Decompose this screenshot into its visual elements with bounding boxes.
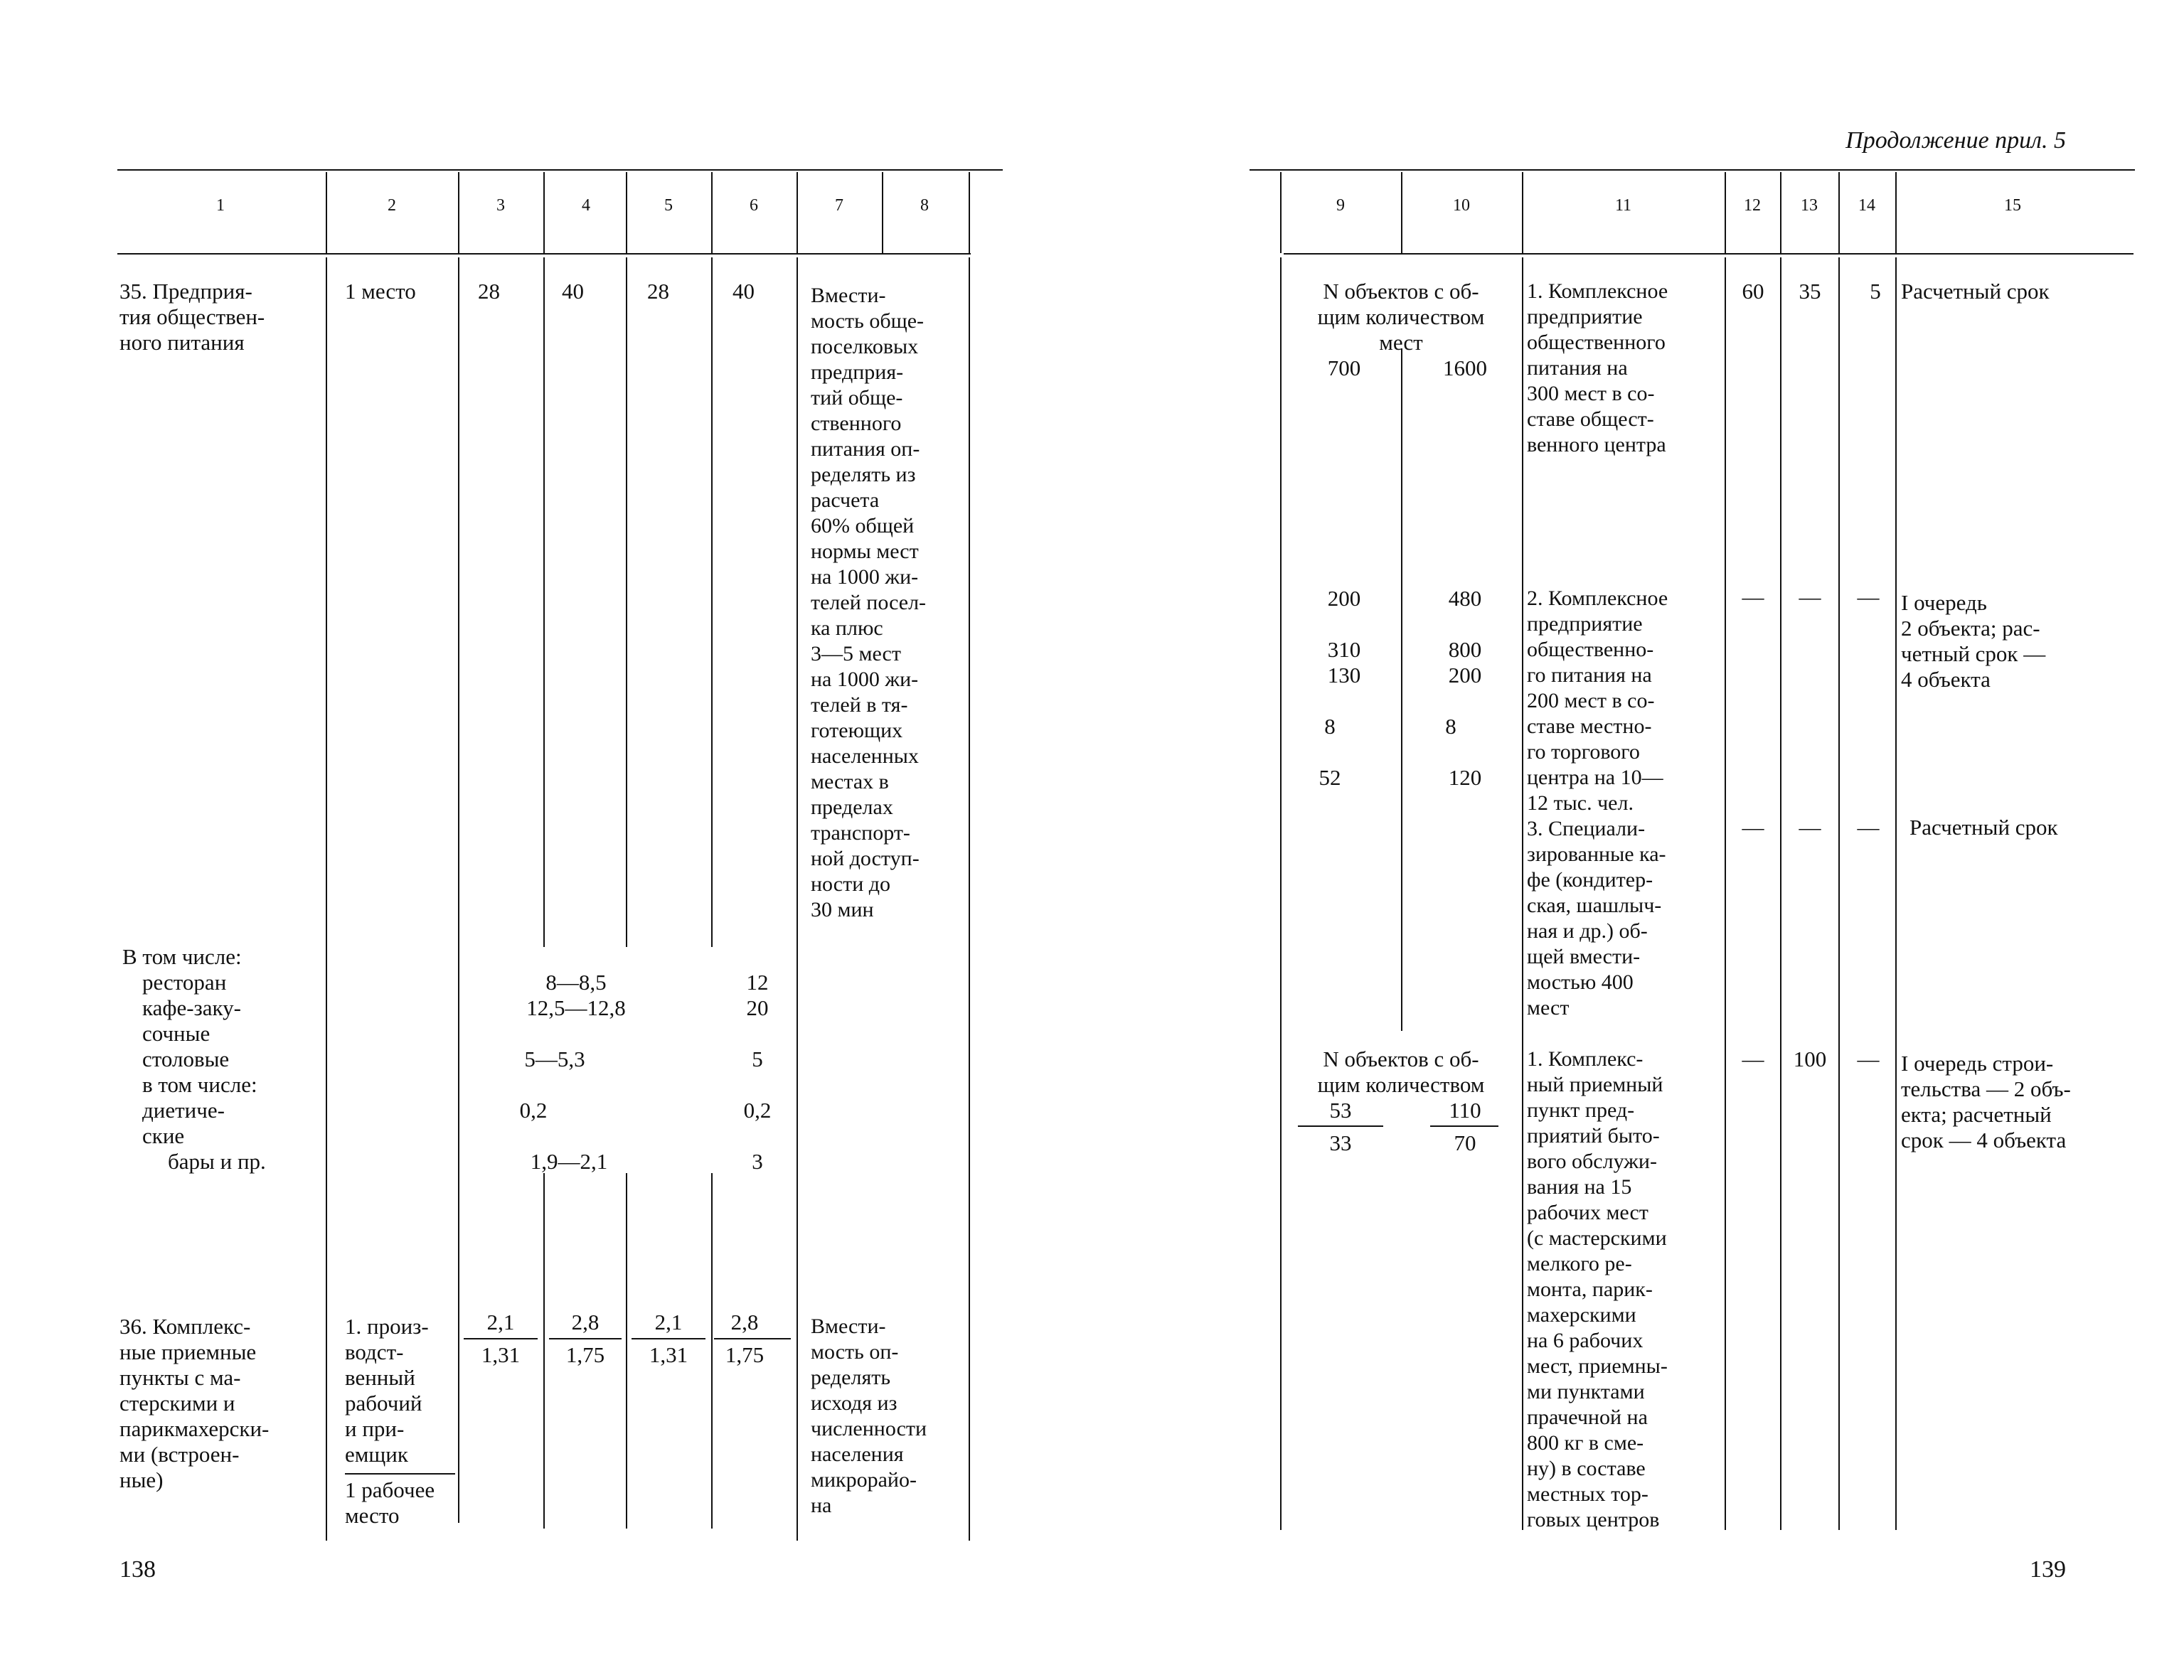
header-divider <box>458 172 459 253</box>
block1-heading: N объектов с об- щим количеством мест <box>1317 279 1485 355</box>
block2-c15: I очередь 2 объекта; рас- четный срок — 4 объекта <box>1901 590 2046 692</box>
header-bottom-rule <box>1284 253 2134 255</box>
block3-c11: 3. Специали- зированные ка- фе (кондитер- ская, шашлыч- ная и др.) об- щей вмести- мостью 400 мест <box>1527 817 1666 1020</box>
block3-c12: — <box>1742 815 1764 840</box>
column-divider <box>626 1173 627 1529</box>
page-number-left: 138 <box>119 1556 156 1583</box>
block2-c14: — <box>1857 584 1880 609</box>
sub35-value-6: 20 <box>746 995 769 1020</box>
column-divider <box>626 257 627 947</box>
block2-c9: 52 <box>1319 765 1341 790</box>
row35-unit: 1 место <box>345 279 416 304</box>
header-divider <box>882 172 883 253</box>
header-col-3: 3 <box>496 196 505 215</box>
sub35-value-3-4: 1,9—2,1 <box>530 1149 608 1174</box>
fraction-rule <box>549 1338 622 1339</box>
block4-c13: 100 <box>1793 1047 1827 1071</box>
header-col-2: 2 <box>388 196 396 215</box>
sub35-label: ресторан <box>142 970 227 995</box>
header-col-4: 4 <box>582 196 590 215</box>
sub35-label: кафе-заку- сочные <box>142 995 241 1046</box>
block4-c9-top: 53 <box>1329 1098 1352 1123</box>
block4-c10-top: 110 <box>1449 1098 1481 1123</box>
fraction-rule <box>714 1338 791 1339</box>
sub35-intro: В том числе: <box>122 944 242 969</box>
sub35-value-6: 3 <box>752 1149 763 1174</box>
block2-c10: 800 <box>1448 637 1482 662</box>
block2-c10: 8 <box>1445 714 1456 739</box>
block1-c10: 1600 <box>1443 355 1487 380</box>
row36-name: 36. Комплекс- ные приемные пункты с ма- стерскими и парикмахерски- ми (встроен- ные) <box>119 1314 270 1492</box>
block4-heading: N объектов с об- щим количеством <box>1317 1047 1485 1097</box>
row35-note: Вмести- мость обще- поселковых предприя- тий обще- ственного питания оп- ределять из расчета 60% общей нормы мест на 1000 жи- телей посел- ка плюс 3—5 мест на 1000 жи- телей в тя- готеющих населенных местах в пределах транспорт- ной доступ- ности до 30 мин <box>811 284 927 921</box>
sub35-value-6: 0,2 <box>743 1098 772 1123</box>
block2-c10: 480 <box>1448 586 1482 611</box>
block1-c13: 35 <box>1799 279 1821 304</box>
header-divider <box>626 172 627 253</box>
sub35-value-3-4: 8—8,5 <box>545 970 607 995</box>
fraction-rule <box>1298 1125 1383 1127</box>
row36-col4-bottom: 1,75 <box>565 1342 605 1367</box>
sub35-value-6: 5 <box>752 1047 763 1071</box>
block4-c14: — <box>1857 1047 1880 1071</box>
table-top-rule <box>117 169 1003 171</box>
row35-name: 35. Предприя- тия обществен- ного питания <box>119 279 265 355</box>
row36-col4-top: 2,8 <box>571 1310 600 1334</box>
header-divider <box>711 172 713 253</box>
block2-c11: 2. Комплексное предприятие общественно- го питания на 200 мест в со- ставе местно- го торгового центра на 10— 12 тыс. чел. <box>1527 587 1668 815</box>
block3-c13: — <box>1799 815 1821 840</box>
column-divider <box>1401 348 1402 1031</box>
block2-c9: 8 <box>1324 714 1336 739</box>
header-divider <box>1780 172 1781 253</box>
row36-col3-top: 2,1 <box>486 1310 515 1334</box>
header-col-15: 15 <box>2004 196 2021 215</box>
row36-unit-top: 1. произ- водст- венный рабочий и при- емщик <box>345 1314 429 1467</box>
fraction-rule <box>1430 1125 1498 1127</box>
column-divider <box>1280 257 1282 1530</box>
row35-col4: 40 <box>562 279 584 304</box>
unit-fraction-rule <box>345 1473 455 1475</box>
block2-c10: 120 <box>1448 765 1482 790</box>
column-divider <box>326 257 327 1541</box>
row35-col5: 28 <box>647 279 669 304</box>
header-col-10: 10 <box>1453 196 1470 215</box>
sub35-value-3-4: 0,2 <box>519 1098 548 1123</box>
page-number-right: 139 <box>2030 1556 2066 1583</box>
header-col-13: 13 <box>1801 196 1818 215</box>
block3-c15: Расчетный срок <box>1909 815 2058 840</box>
header-divider <box>1522 172 1523 253</box>
block4-c15: I очередь строи- тельства — 2 объ- екта; расчетный срок — 4 объекта <box>1901 1051 2071 1152</box>
sub35-value-3-4: 5—5,3 <box>524 1047 585 1071</box>
fraction-rule <box>464 1338 538 1339</box>
header-col-12: 12 <box>1744 196 1761 215</box>
header-divider <box>543 172 545 253</box>
block1-c12: 60 <box>1742 279 1764 304</box>
block2-c9: 200 <box>1327 586 1361 611</box>
block3-c14: — <box>1857 815 1880 840</box>
header-col-5: 5 <box>664 196 673 215</box>
block2-c12: — <box>1742 584 1764 609</box>
column-divider <box>1522 257 1523 1530</box>
header-divider <box>326 172 327 253</box>
row36-col3-bottom: 1,31 <box>481 1342 521 1367</box>
row36-note: Вмести- мость оп- ределять исходя из численности населения микрорайо- на <box>811 1315 927 1517</box>
header-divider <box>1838 172 1840 253</box>
block1-c14: 5 <box>1870 279 1881 304</box>
header-col-8: 8 <box>920 196 929 215</box>
header-col-1: 1 <box>216 196 225 215</box>
header-col-6: 6 <box>750 196 758 215</box>
block2-c10: 200 <box>1448 663 1482 687</box>
header-divider <box>1280 172 1282 253</box>
block1-c9: 700 <box>1327 355 1361 380</box>
header-divider <box>1895 172 1897 253</box>
row36-col5-bottom: 1,31 <box>649 1342 688 1367</box>
row36-col6-top: 2,8 <box>730 1310 759 1334</box>
header-col-7: 7 <box>835 196 843 215</box>
fraction-rule <box>632 1338 705 1339</box>
row35-col6: 40 <box>733 279 755 304</box>
block2-c9: 310 <box>1327 637 1361 662</box>
block4-c10-bottom: 70 <box>1454 1130 1476 1155</box>
block2-c13: — <box>1799 584 1821 609</box>
column-divider <box>1838 257 1840 1530</box>
column-divider <box>543 1173 545 1529</box>
column-divider <box>543 257 545 947</box>
header-divider <box>797 172 798 253</box>
sub35-value-3-4: 12,5—12,8 <box>526 995 626 1020</box>
continuation-caption: Продолжение прил. 5 <box>1845 127 2066 154</box>
sub35-label: в том числе: диетиче- ские <box>142 1072 257 1148</box>
header-bottom-rule <box>117 253 971 255</box>
column-divider <box>711 257 713 947</box>
block4-c9-bottom: 33 <box>1329 1130 1352 1155</box>
column-divider <box>1895 257 1897 1530</box>
block1-c15: Расчетный срок <box>1901 279 2050 304</box>
column-divider <box>797 257 798 1541</box>
sub35-value-6: 12 <box>746 970 769 995</box>
header-col-14: 14 <box>1858 196 1875 215</box>
header-divider <box>1725 172 1726 253</box>
header-col-9: 9 <box>1336 196 1345 215</box>
header-col-11: 11 <box>1614 196 1632 215</box>
row36-unit-bottom: 1 рабочее место <box>345 1477 435 1528</box>
block4-c12: — <box>1742 1047 1764 1071</box>
sub35-label: столовые <box>142 1047 230 1071</box>
block4-c11: 1. Комплекс- ный приемный пункт пред- приятий быто- вого обслужи- вания на 15 рабочих мест (с мастерскими мелкого ре- монта, парик- махерскими на 6 рабочих мест, приемны- ми пунктами прачечной на 800 кг в сме- ну) в составе местных тор- говых центров <box>1527 1047 1668 1531</box>
row35-col3: 28 <box>478 279 500 304</box>
column-divider <box>1780 257 1781 1530</box>
block2-c9: 130 <box>1327 663 1361 687</box>
right-page <box>1092 0 2184 1680</box>
table-top-rule <box>1250 169 2135 171</box>
header-divider <box>969 172 970 253</box>
header-divider <box>1401 172 1402 253</box>
row36-col5-top: 2,1 <box>654 1310 683 1334</box>
block1-c11: 1. Комплексное предприятие общественного питания на 300 мест в со- ставе общест- венного центра <box>1527 279 1668 456</box>
row36-col6-bottom: 1,75 <box>725 1342 765 1367</box>
sub35-label: бары и пр. <box>168 1149 266 1174</box>
